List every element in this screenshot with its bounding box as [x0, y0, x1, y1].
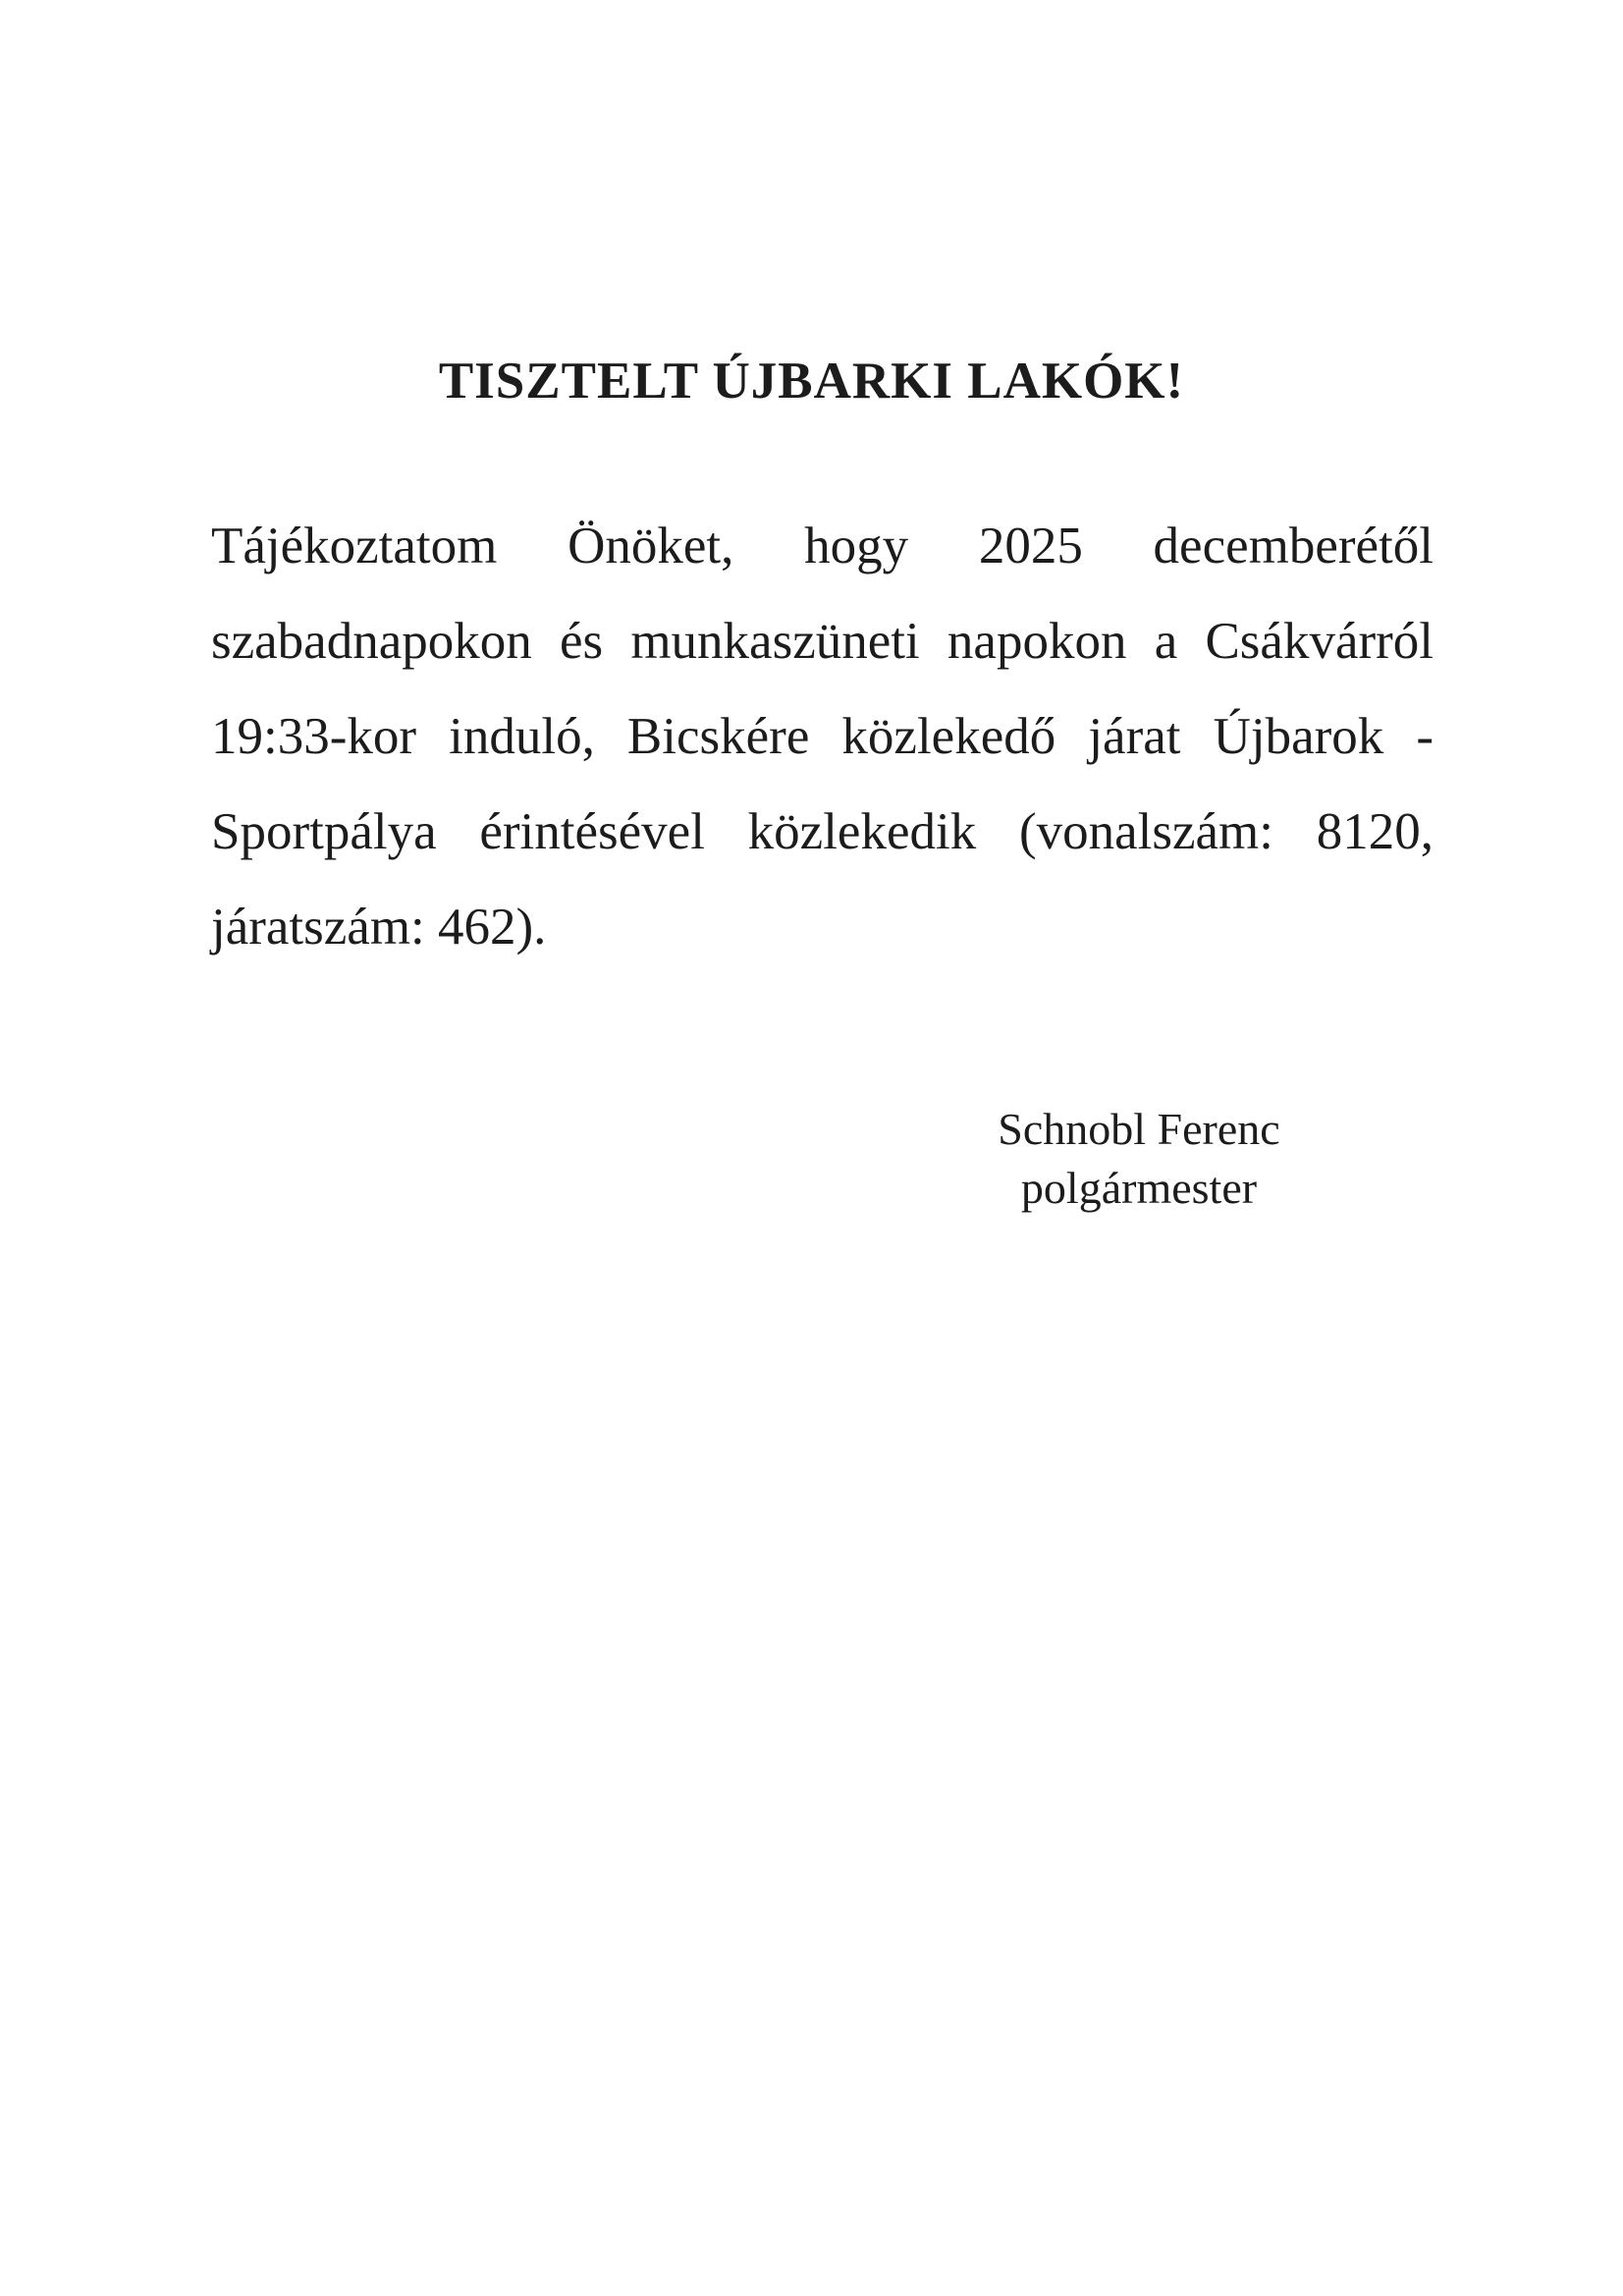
notice-body-line: Sportpálya érintésével közlekedik (vonalszám: 8120, [211, 803, 1434, 860]
signature-block [943, 1100, 1335, 1218]
notice-body-line: járatszám: 462). [211, 899, 547, 956]
notice-body-line: 19:33-kor induló, Bicskére közlekedő járat Újbarok - [211, 708, 1434, 765]
signatory-role: polgármester [1020, 1163, 1258, 1213]
notice-body [211, 499, 1434, 975]
document-title: TISZTELT ÚJBARKI LAKÓK! [438, 353, 1185, 410]
notice-body-line: szabadnapokon és munkaszüneti napokon a Csákvárról [211, 613, 1434, 670]
signatory-name: Schnobl Ferenc [998, 1104, 1280, 1154]
notice-body-line: Tájékoztatom Önöket, hogy 2025 decemberétől [211, 518, 1434, 574]
